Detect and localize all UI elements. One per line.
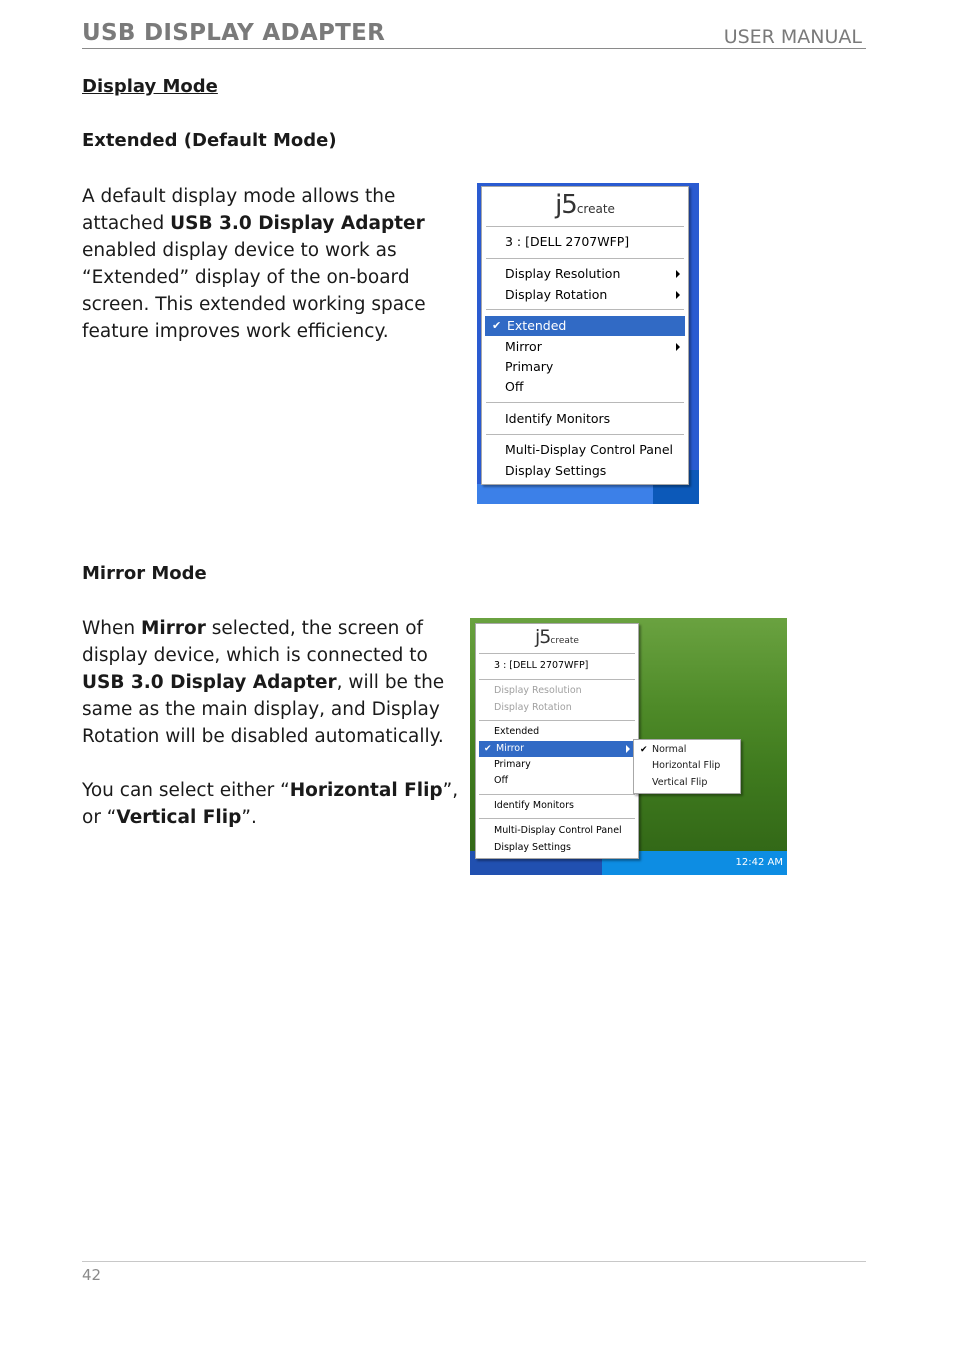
text: You can select either “ bbox=[82, 780, 290, 801]
extended-paragraph bbox=[82, 183, 442, 345]
label: Display Resolution bbox=[505, 266, 621, 281]
flip-paragraph bbox=[82, 777, 462, 831]
menu-item-resolution[interactable] bbox=[483, 264, 687, 284]
menu-item-off[interactable]: Off bbox=[494, 775, 509, 786]
header-title: USB DISPLAY ADAPTER bbox=[82, 20, 386, 46]
submenu-item-vertical-flip[interactable]: Vertical Flip bbox=[652, 777, 708, 788]
mirror-submenu bbox=[633, 739, 741, 794]
section-title: Display Mode bbox=[82, 76, 218, 97]
check-icon: ✔ bbox=[484, 744, 492, 754]
menu-item-control-panel[interactable]: Multi-Display Control Panel bbox=[494, 825, 622, 836]
menu-separator bbox=[486, 226, 684, 227]
text: When bbox=[82, 618, 142, 639]
footer-rule bbox=[82, 1261, 866, 1262]
text: selected, the screen of display device, which is connected to bbox=[82, 618, 428, 666]
menu-separator bbox=[479, 720, 635, 721]
extended-menu-screenshot bbox=[477, 183, 699, 504]
logo-text: j5 bbox=[535, 626, 551, 648]
header-subtitle: USER MANUAL bbox=[723, 26, 862, 48]
extended-heading: Extended (Default Mode) bbox=[82, 130, 337, 151]
menu-item-primary[interactable]: Primary bbox=[505, 359, 554, 374]
check-icon: ✔ bbox=[640, 745, 648, 755]
bold-text: USB 3.0 Display Adapter bbox=[170, 213, 425, 234]
submenu-arrow-icon bbox=[626, 745, 630, 753]
submenu-arrow-icon bbox=[676, 270, 680, 278]
submenu-arrow-icon bbox=[676, 343, 680, 351]
menu-item-resolution: Display Resolution bbox=[494, 685, 582, 696]
bold-text: Vertical Flip bbox=[116, 807, 242, 828]
menu-separator bbox=[479, 653, 635, 654]
menu-separator bbox=[486, 309, 684, 310]
menu-item-control-panel[interactable]: Multi-Display Control Panel bbox=[505, 442, 673, 457]
check-icon: ✔ bbox=[492, 319, 502, 332]
menu-item-off[interactable]: Off bbox=[505, 379, 524, 394]
text: enabled display device to work as “Extended” display of the on-board screen. This extended working space feature improves work efficiency. bbox=[82, 240, 426, 342]
text: ”, or “ bbox=[82, 780, 459, 828]
menu-item-primary[interactable]: Primary bbox=[494, 759, 531, 770]
menu-separator bbox=[486, 402, 684, 403]
submenu-item-horizontal-flip[interactable]: Horizontal Flip bbox=[652, 760, 721, 771]
menu-item-mirror[interactable] bbox=[483, 337, 687, 357]
menu-item-rotation: Display Rotation bbox=[494, 702, 572, 713]
header-rule bbox=[82, 48, 866, 49]
mirror-paragraph bbox=[82, 615, 462, 750]
menu-separator bbox=[479, 818, 635, 819]
menu-item-settings[interactable]: Display Settings bbox=[494, 842, 572, 853]
logo-text: create bbox=[550, 636, 579, 646]
mirror-heading: Mirror Mode bbox=[82, 563, 207, 584]
logo-text: create bbox=[576, 202, 615, 216]
bold-text: Horizontal Flip bbox=[289, 780, 443, 801]
menu-item-extended[interactable]: Extended bbox=[494, 726, 540, 737]
logo-text: j5 bbox=[555, 190, 577, 220]
label: Mirror bbox=[496, 743, 524, 754]
menu-item-monitor[interactable]: 3 : [DELL 2707WFP] bbox=[505, 234, 630, 249]
tray-clock: 12:42 AM bbox=[735, 857, 783, 868]
mirror-menu-screenshot bbox=[470, 618, 787, 875]
context-menu bbox=[475, 623, 639, 859]
menu-item-extended[interactable] bbox=[485, 316, 685, 336]
text: A default display mode allows the attached bbox=[82, 186, 396, 234]
page-number: 42 bbox=[82, 1266, 102, 1284]
menu-item-rotation[interactable] bbox=[483, 285, 687, 305]
menu-item-settings[interactable]: Display Settings bbox=[505, 463, 607, 478]
bold-text: Mirror bbox=[141, 618, 206, 639]
text: , will be the same as the main display, and Display Rotation will be disabled automatically. bbox=[82, 672, 445, 747]
submenu-item-normal[interactable] bbox=[635, 742, 739, 758]
menu-item-monitor[interactable]: 3 : [DELL 2707WFP] bbox=[494, 660, 589, 671]
menu-separator bbox=[479, 679, 635, 680]
menu-item-identify[interactable]: Identify Monitors bbox=[505, 411, 611, 426]
menu-separator bbox=[479, 794, 635, 795]
label: Mirror bbox=[505, 339, 542, 354]
label: Display Rotation bbox=[505, 287, 608, 302]
context-menu bbox=[481, 186, 689, 485]
label: Normal bbox=[652, 744, 687, 755]
submenu-arrow-icon bbox=[676, 291, 680, 299]
menu-item-identify[interactable]: Identify Monitors bbox=[494, 800, 574, 811]
menu-item-mirror[interactable] bbox=[479, 741, 635, 757]
j5create-logo bbox=[476, 626, 638, 648]
label: Extended bbox=[507, 318, 567, 333]
menu-separator bbox=[486, 258, 684, 259]
text: ”. bbox=[241, 807, 257, 828]
menu-separator bbox=[486, 434, 684, 435]
j5create-logo bbox=[482, 190, 688, 220]
bold-text: USB 3.0 Display Adapter bbox=[82, 672, 337, 693]
